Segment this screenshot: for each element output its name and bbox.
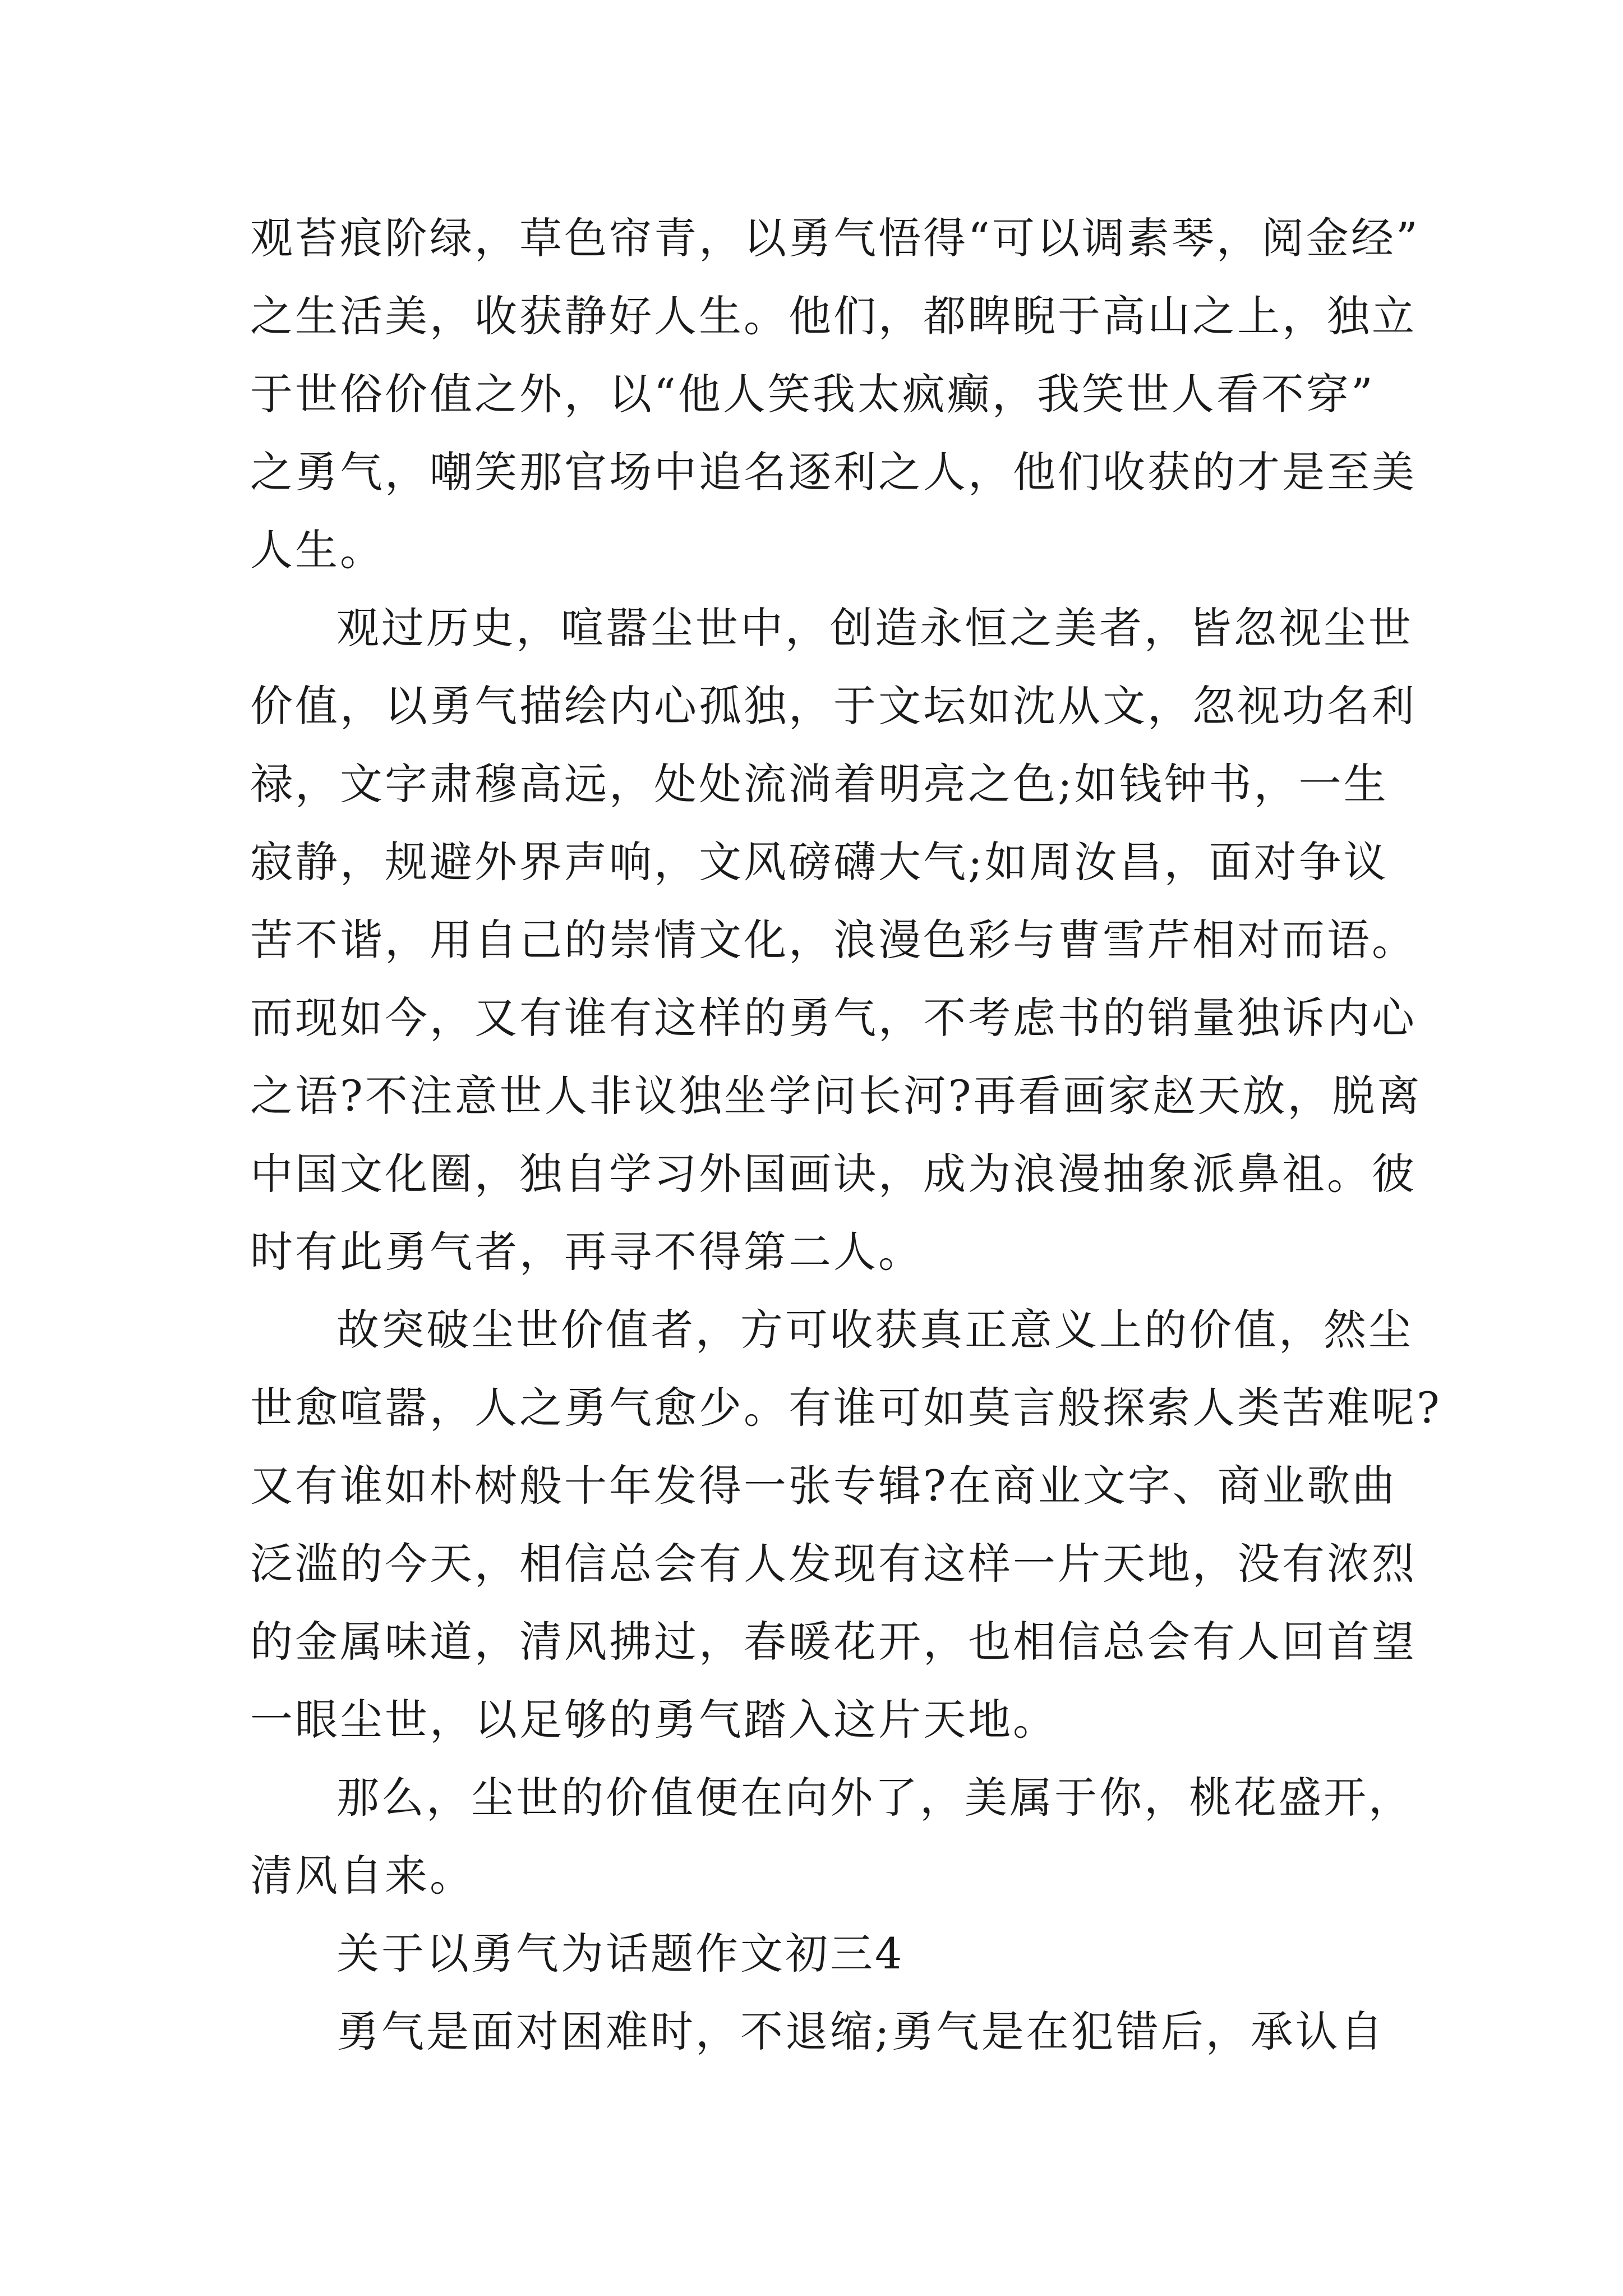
text-line: 而现如今，又有谁有这样的勇气，不考虑书的销量独诉内心 [250, 993, 1417, 1043]
text-line: 之生活美，收获静好人生。他们，都睥睨于高山之上，独立 [250, 291, 1417, 341]
text-line: 勇气是面对困难时，不退缩;勇气是在犯错后，承认自 [336, 2007, 1385, 2056]
text-line: 故突破尘世价值者，方可收获真正意义上的价值，然尘 [336, 1305, 1413, 1355]
section-heading: 关于以勇气为话题作文初三4 [336, 1929, 905, 1978]
text-line: 人生。 [250, 525, 385, 575]
text-line: 泛滥的今天，相信总会有人发现有这样一片天地，没有浓烈 [250, 1539, 1417, 1589]
text-line: 苦不谐，用自己的崇情文化，浪漫色彩与曹雪芹相对而语。 [250, 915, 1417, 965]
text-line: 寂静，规避外界声响，文风磅礴大气;如周汝昌，面对争议 [250, 837, 1389, 887]
text-line: 清风自来。 [250, 1851, 474, 1901]
text-line: 中国文化圈，独自学习外国画诀，成为浪漫抽象派鼻祖。彼 [250, 1149, 1417, 1199]
text-line: 一眼尘世，以足够的勇气踏入这片天地。 [250, 1695, 1058, 1745]
text-line: 那么，尘世的价值便在向外了，美属于你，桃花盛开， [336, 1773, 1413, 1823]
text-line: 于世俗价值之外，以“他人笑我太疯癫，我笑世人看不穿” [250, 369, 1375, 419]
text-line: 又有谁如朴树般十年发得一张专辑?在商业文字、商业歌曲 [250, 1461, 1397, 1511]
text-line: 观苔痕阶绿，草色帘青，以勇气悟得“可以调素琴，阅金经” [250, 213, 1420, 263]
text-line: 禄，文字肃穆高远，处处流淌着明亮之色;如钱钟书，一生 [250, 759, 1389, 809]
text-line: 观过历史，喧嚣尘世中，创造永恒之美者，皆忽视尘世 [336, 603, 1413, 653]
text-line: 的金属味道，清风拂过，春暖花开，也相信总会有人回首望 [250, 1617, 1417, 1667]
text-line: 价值，以勇气描绘内心孤独，于文坛如沈从文，忽视功名利 [250, 681, 1417, 731]
text-line: 世愈喧嚣，人之勇气愈少。有谁可如莫言般探索人类苦难呢? [250, 1383, 1442, 1433]
text-line: 之勇气，嘲笑那官场中追名逐利之人，他们收获的才是至美 [250, 447, 1417, 497]
text-line: 之语?不注意世人非议独坐学问长河?再看画家赵天放，脱离 [250, 1071, 1422, 1121]
text-line: 时有此勇气者，再寻不得第二人。 [250, 1227, 923, 1277]
